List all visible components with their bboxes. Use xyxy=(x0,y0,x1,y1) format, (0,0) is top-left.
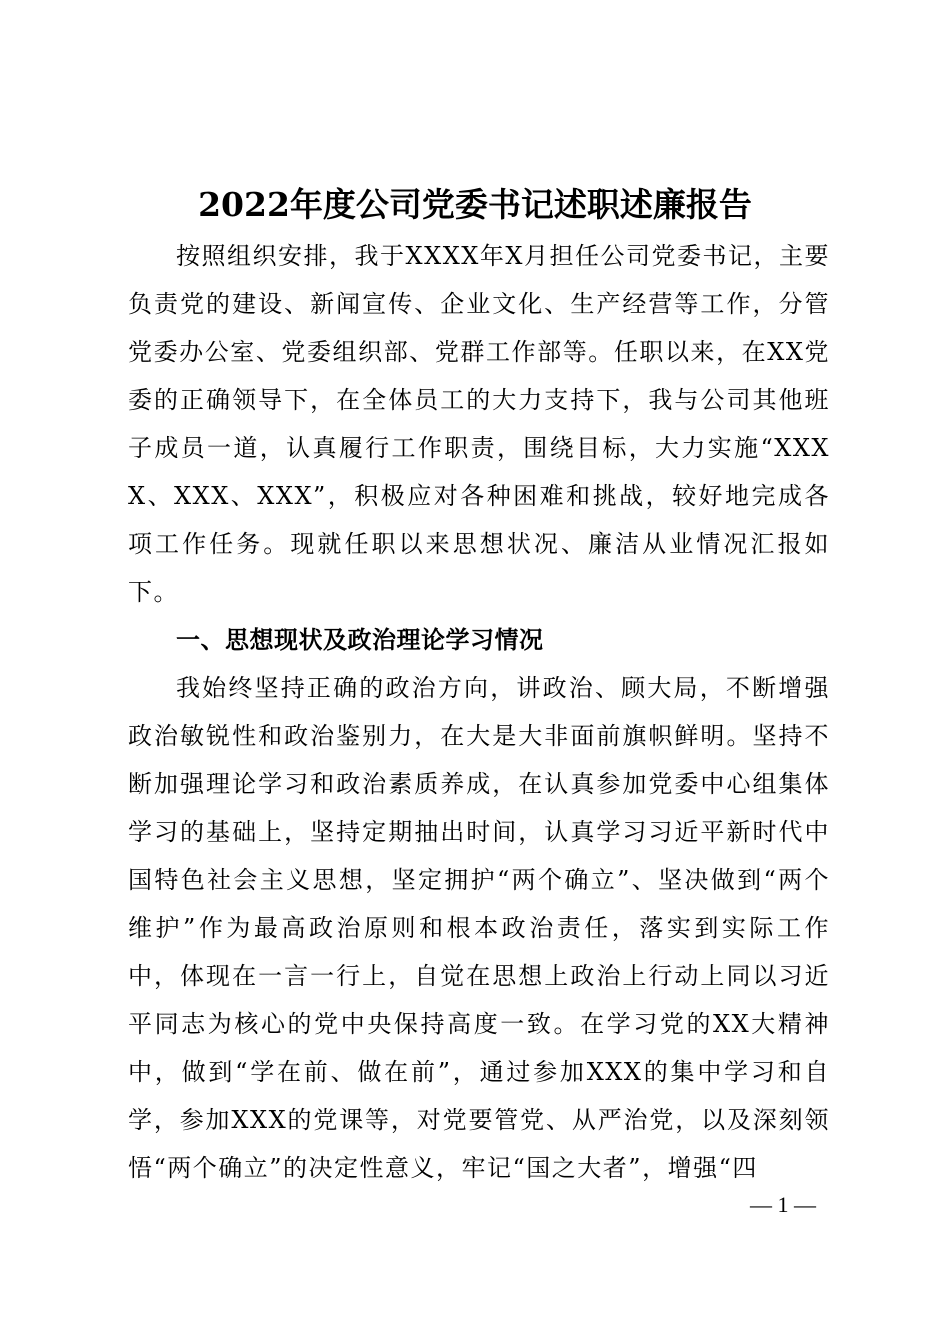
document-title: 2022年度公司党委书记述职述廉报告 xyxy=(198,185,752,224)
document-body xyxy=(128,232,830,1192)
section-paragraph: 我始终坚持正确的政治方向，讲政治、顾大局，不断增强政治敏锐性和政治鉴别力，在大是大非面前旗帜鲜明。坚持不断加强理论学习和政治素质养成，在认真参加党委中心组集体学习的基础上，坚持定期抽出时间，认真学习习近平新时代中国特色社会主义思想，坚定拥护“两个确立”、坚决做到“两个维护”作为最高政治原则和根本政治责任，落实到实际工作中，体现在一言一行上，自觉在思想上政治上行动上同以习近平同志为核心的党中央保持高度一致。在学习党的XX大精神中，做到“学在前、做在前”，通过参加XXX的集中学习和自学，参加XXX的党课等，对党要管党、从严治党，以及深刻领悟“两个确立”的决定性意义，牢记“国之大者”，增强“四 xyxy=(128,674,830,1182)
intro-paragraph: 按照组织安排，我于XXXX年X月担任公司党委书记，主要负责党的建设、新闻宣传、企业文化、生产经营等工作，分管党委办公室、党委组织部、党群工作部等。任职以来，在XX党委的正确领导下，在全体员工的大力支持下，我与公司其他班子成员一道，认真履行工作职责，围绕目标，大力实施“XXXX、XXX、XXX”，积极应对各种困难和挑战，较好地完成各项工作任务。现就任职以来思想状况、廉洁从业情况汇报如下。 xyxy=(128,242,830,606)
page-number: — 1 — xyxy=(750,1192,816,1217)
section-heading: 一、思想现状及政治理论学习情况 xyxy=(176,626,544,654)
